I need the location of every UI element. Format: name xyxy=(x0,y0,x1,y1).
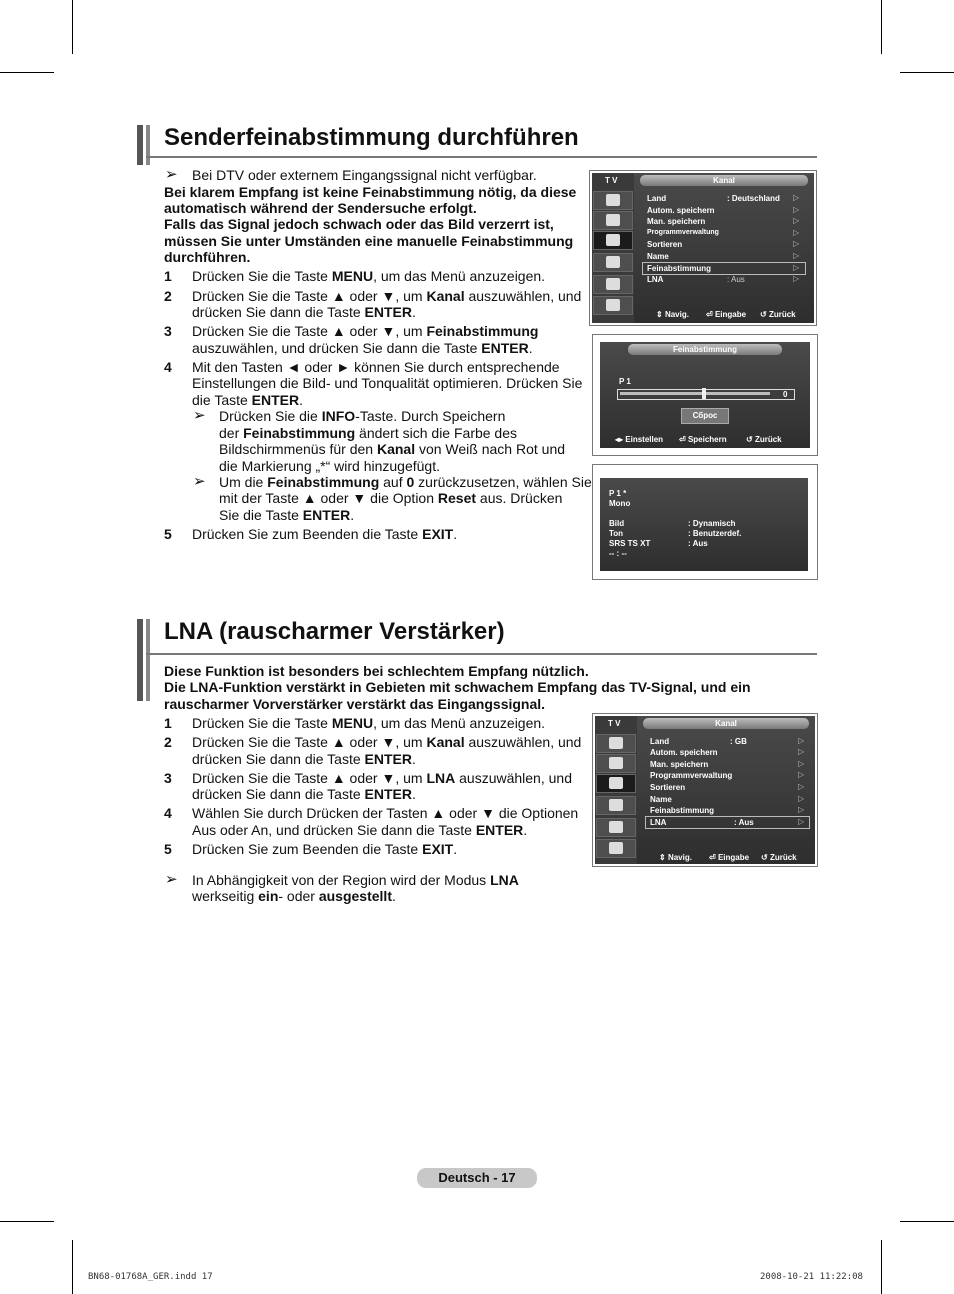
intro-text: Diese Funktion ist besonders bei schlechtem Empfang nützlich. xyxy=(164,663,589,679)
channel-icon xyxy=(593,231,633,250)
arrow-right-icon: ▷ xyxy=(793,228,800,237)
file-info: BN68-01768A_GER.indd 17 xyxy=(88,1272,213,1282)
crop-mark xyxy=(881,1240,882,1294)
print-date: 2008-10-21 11:22:08 xyxy=(760,1272,863,1282)
intro-text: rauscharmer Vorverstärker verstärkt das Eingangssignal. xyxy=(164,696,546,712)
enter-icon: ⏎ xyxy=(709,853,716,862)
info-label: Bild xyxy=(609,519,625,528)
channel-label: P 1 xyxy=(619,377,631,386)
menu-item: LNA xyxy=(647,275,664,284)
menu-item: Autom. speichern xyxy=(650,748,718,757)
intro-text: automatisch während der Sendersuche erfolgt. xyxy=(164,200,477,216)
section-title: LNA (rauscharmer Verstärker) xyxy=(164,618,505,645)
note-arrow-icon: ➢ xyxy=(193,407,206,424)
section-rule xyxy=(146,156,817,158)
crop-mark xyxy=(0,72,54,73)
arrow-right-icon: ▷ xyxy=(793,193,800,202)
left-right-icon: ◂▸ xyxy=(615,435,624,444)
application-icon xyxy=(593,296,633,315)
up-down-icon: ⇕ xyxy=(659,853,666,862)
menu-item: Programmverwaltung xyxy=(647,229,719,236)
info-label: SRS TS XT xyxy=(609,539,651,548)
slider-handle xyxy=(702,388,706,399)
arrow-right-icon: ▷ xyxy=(798,747,805,756)
intro-text: Die LNA-Funktion verstärkt in Gebieten mit schwachem Empfang das TV-Signal, und ein xyxy=(164,679,751,695)
menu-item: Name xyxy=(650,795,672,804)
enter-hint: ⏎ Eingabe xyxy=(706,310,747,319)
step-text: drücken Sie dann die Taste ENTER. xyxy=(192,304,416,320)
menu-item-value: : GB xyxy=(730,737,747,746)
adjust-hint: ◂▸ Einstellen xyxy=(615,435,664,444)
arrow-right-icon: ▷ xyxy=(793,205,800,214)
step-text: Drücken Sie die Taste ▲ oder ▼, um Feinabstimmung xyxy=(192,323,539,339)
step-text: Drücken Sie die Taste ▲ oder ▼, um Kanal auszuwählen, und xyxy=(192,734,582,750)
menu-header: Kanal xyxy=(643,718,809,729)
menu-item: Man. speichern xyxy=(650,760,709,769)
step-text: Drücken Sie die Taste ▲ oder ▼, um Kanal auszuwählen, und xyxy=(192,288,582,304)
menu-selection xyxy=(645,816,810,829)
sub-note-text: Sie die Taste ENTER. xyxy=(219,507,355,523)
menu-item-value: : Aus xyxy=(727,275,745,284)
setup-icon xyxy=(593,253,633,272)
return-hint: ↺ Zurück xyxy=(761,853,797,862)
crop-mark xyxy=(72,1240,73,1294)
arrow-right-icon: ▷ xyxy=(798,782,805,791)
note-text: In Abhängigkeit von der Region wird der Modus LNA xyxy=(192,872,519,888)
menu-item: Sortieren xyxy=(647,240,683,249)
arrow-right-icon: ▷ xyxy=(798,736,805,745)
arrow-right-icon: ▷ xyxy=(798,759,805,768)
sub-note-text: Bildschirmmenüs für den Kanal von Weiß nach Rot und xyxy=(219,441,566,457)
step-text: Drücken Sie zum Beenden die Taste EXIT. xyxy=(192,526,458,542)
intro-text: müssen Sie unter Umständen eine manuelle Feinabstimmung xyxy=(164,233,574,249)
fine-tune-header: Feinabstimmung xyxy=(628,344,782,355)
fine-tune-screenshot xyxy=(592,334,818,456)
save-hint: ⏎ Speichern xyxy=(679,435,727,444)
section-marker xyxy=(146,619,150,701)
step-number: 3 xyxy=(164,770,172,786)
return-hint: ↺ Zurück xyxy=(760,310,796,319)
step-number: 4 xyxy=(164,805,172,821)
arrow-right-icon: ▷ xyxy=(798,794,805,803)
step-text: Aus oder An, und drücken Sie dann die Taste ENTER. xyxy=(192,822,528,838)
page-number: Deutsch - 17 xyxy=(417,1168,537,1188)
info-screenshot xyxy=(592,464,818,580)
crop-mark xyxy=(900,1221,954,1222)
sub-note-text: Um die Feinabstimmung auf 0 zurückzusetzen, wählen Sie xyxy=(219,474,592,490)
sound-icon xyxy=(596,754,636,773)
arrow-right-icon: ▷ xyxy=(798,770,805,779)
enter-hint: ⏎ Eingabe xyxy=(709,853,750,862)
intro-text: durchführen. xyxy=(164,249,251,265)
section-marker xyxy=(146,125,150,165)
arrow-right-icon: ▷ xyxy=(793,274,800,283)
step-number: 2 xyxy=(164,734,172,750)
return-icon: ↺ xyxy=(760,310,767,319)
menu-item: Sortieren xyxy=(650,783,686,792)
note-text: Bei DTV oder externem Eingangssignal nicht verfügbar. xyxy=(192,167,537,183)
arrow-right-icon: ▷ xyxy=(793,239,800,248)
audio-info: Mono xyxy=(609,499,631,508)
note-arrow-icon: ➢ xyxy=(165,871,178,888)
step-text: die Taste ENTER. xyxy=(192,392,304,408)
info-value: : Aus xyxy=(688,539,708,548)
menu-item: Feinabstimmung xyxy=(650,806,715,815)
step-text: Drücken Sie zum Beenden die Taste EXIT. xyxy=(192,841,458,857)
info-value: : Dynamisch xyxy=(688,519,736,528)
sub-note-text: der Feinabstimmung ändert sich die Farbe des xyxy=(219,425,518,441)
menu-item: Autom. speichern xyxy=(647,206,715,215)
menu-header: Kanal xyxy=(640,175,808,186)
tv-label: T V xyxy=(605,176,618,185)
step-text: Wählen Sie durch Drücken der Tasten ▲ oder ▼ die Optionen xyxy=(192,805,579,821)
nav-hint: ⇕ Navig. xyxy=(656,310,689,319)
tv-menu-screenshot xyxy=(589,170,817,326)
setup-icon xyxy=(596,796,636,815)
step-text: drücken Sie dann die Taste ENTER. xyxy=(192,786,416,802)
sub-note-text: Drücken Sie die INFO-Taste. Durch Speichern xyxy=(219,408,506,424)
channel-icon xyxy=(596,774,636,793)
step-text: Drücken Sie die Taste MENU, um das Menü anzuzeigen. xyxy=(192,268,546,284)
picture-icon xyxy=(593,191,633,210)
sub-note-text: mit der Taste ▲ oder ▼ die Option Reset aus. Drücken xyxy=(219,490,563,506)
up-down-icon: ⇕ xyxy=(656,310,663,319)
step-number: 1 xyxy=(164,715,172,731)
input-icon xyxy=(596,818,636,837)
menu-item: Programmverwaltung xyxy=(650,771,733,780)
step-number: 4 xyxy=(164,359,172,375)
slider-value: 0 xyxy=(783,390,788,399)
info-label: Ton xyxy=(609,529,624,538)
channel-info: P 1 * xyxy=(609,489,627,498)
menu-item: Man. speichern xyxy=(647,217,706,226)
menu-item-selected: Feinabstimmung xyxy=(647,264,712,273)
menu-item: Name xyxy=(647,252,669,261)
note-arrow-icon: ➢ xyxy=(193,473,206,490)
tv-label: T V xyxy=(608,719,621,728)
menu-item-selected: LNA xyxy=(650,818,667,827)
step-text: Einstellungen die Bild- und Tonqualität optimieren. Drücken Sie xyxy=(192,375,583,391)
sub-note-text: die Markierung „*“ wird hinzugefügt. xyxy=(219,458,440,474)
section-marker xyxy=(137,619,143,701)
return-icon: ↺ xyxy=(746,435,753,444)
sound-icon xyxy=(593,211,633,230)
nav-hint: ⇕ Navig. xyxy=(659,853,692,862)
step-number: 1 xyxy=(164,268,172,284)
arrow-right-icon: ▷ xyxy=(793,251,800,260)
arrow-right-icon: ▷ xyxy=(793,216,800,225)
step-text: drücken Sie dann die Taste ENTER. xyxy=(192,751,416,767)
note-text: werkseitig ein- oder ausgestellt. xyxy=(192,888,396,904)
crop-mark xyxy=(900,72,954,73)
picture-icon xyxy=(596,734,636,753)
crop-mark xyxy=(881,0,882,54)
enter-icon: ⏎ xyxy=(679,435,686,444)
enter-icon: ⏎ xyxy=(706,310,713,319)
step-text: auszuwählen, und drücken Sie dann die Taste ENTER. xyxy=(192,340,533,356)
section-rule xyxy=(146,653,817,655)
section-marker xyxy=(137,125,143,165)
application-icon xyxy=(596,839,636,858)
step-number: 5 xyxy=(164,841,172,857)
step-number: 5 xyxy=(164,526,172,542)
note-arrow-icon: ➢ xyxy=(165,166,178,183)
crop-mark xyxy=(0,1221,54,1222)
menu-item-value: : Deutschland xyxy=(727,194,780,203)
intro-text: Falls das Signal jedoch schwach oder das Bild verzerrt ist, xyxy=(164,216,554,232)
crop-mark xyxy=(72,0,73,54)
step-number: 2 xyxy=(164,288,172,304)
reset-button: Сброс xyxy=(681,408,729,424)
arrow-right-icon: ▷ xyxy=(798,817,805,826)
fine-tune-slider xyxy=(617,389,795,400)
arrow-right-icon: ▷ xyxy=(793,263,800,272)
arrow-right-icon: ▷ xyxy=(798,805,805,814)
menu-item-land: Land xyxy=(650,737,670,746)
menu-item-land: Land xyxy=(647,194,667,203)
intro-text: Bei klarem Empfang ist keine Feinabstimmung nötig, da diese xyxy=(164,184,577,200)
return-hint: ↺ Zurück xyxy=(746,435,782,444)
step-text: Mit den Tasten ◄ oder ► können Sie durch entsprechende xyxy=(192,359,560,375)
info-value: : Benutzerdef. xyxy=(688,529,742,538)
step-text: Drücken Sie die Taste ▲ oder ▼, um LNA auszuwählen, und xyxy=(192,770,572,786)
section-title: Senderfeinabstimmung durchführen xyxy=(164,124,579,151)
step-number: 3 xyxy=(164,323,172,339)
tv-menu-lna-screenshot xyxy=(592,713,818,867)
menu-item-value: : Aus xyxy=(734,818,754,827)
time-info: -- : -- xyxy=(609,549,627,558)
step-text: Drücken Sie die Taste MENU, um das Menü anzuzeigen. xyxy=(192,715,546,731)
input-icon xyxy=(593,275,633,294)
return-icon: ↺ xyxy=(761,853,768,862)
